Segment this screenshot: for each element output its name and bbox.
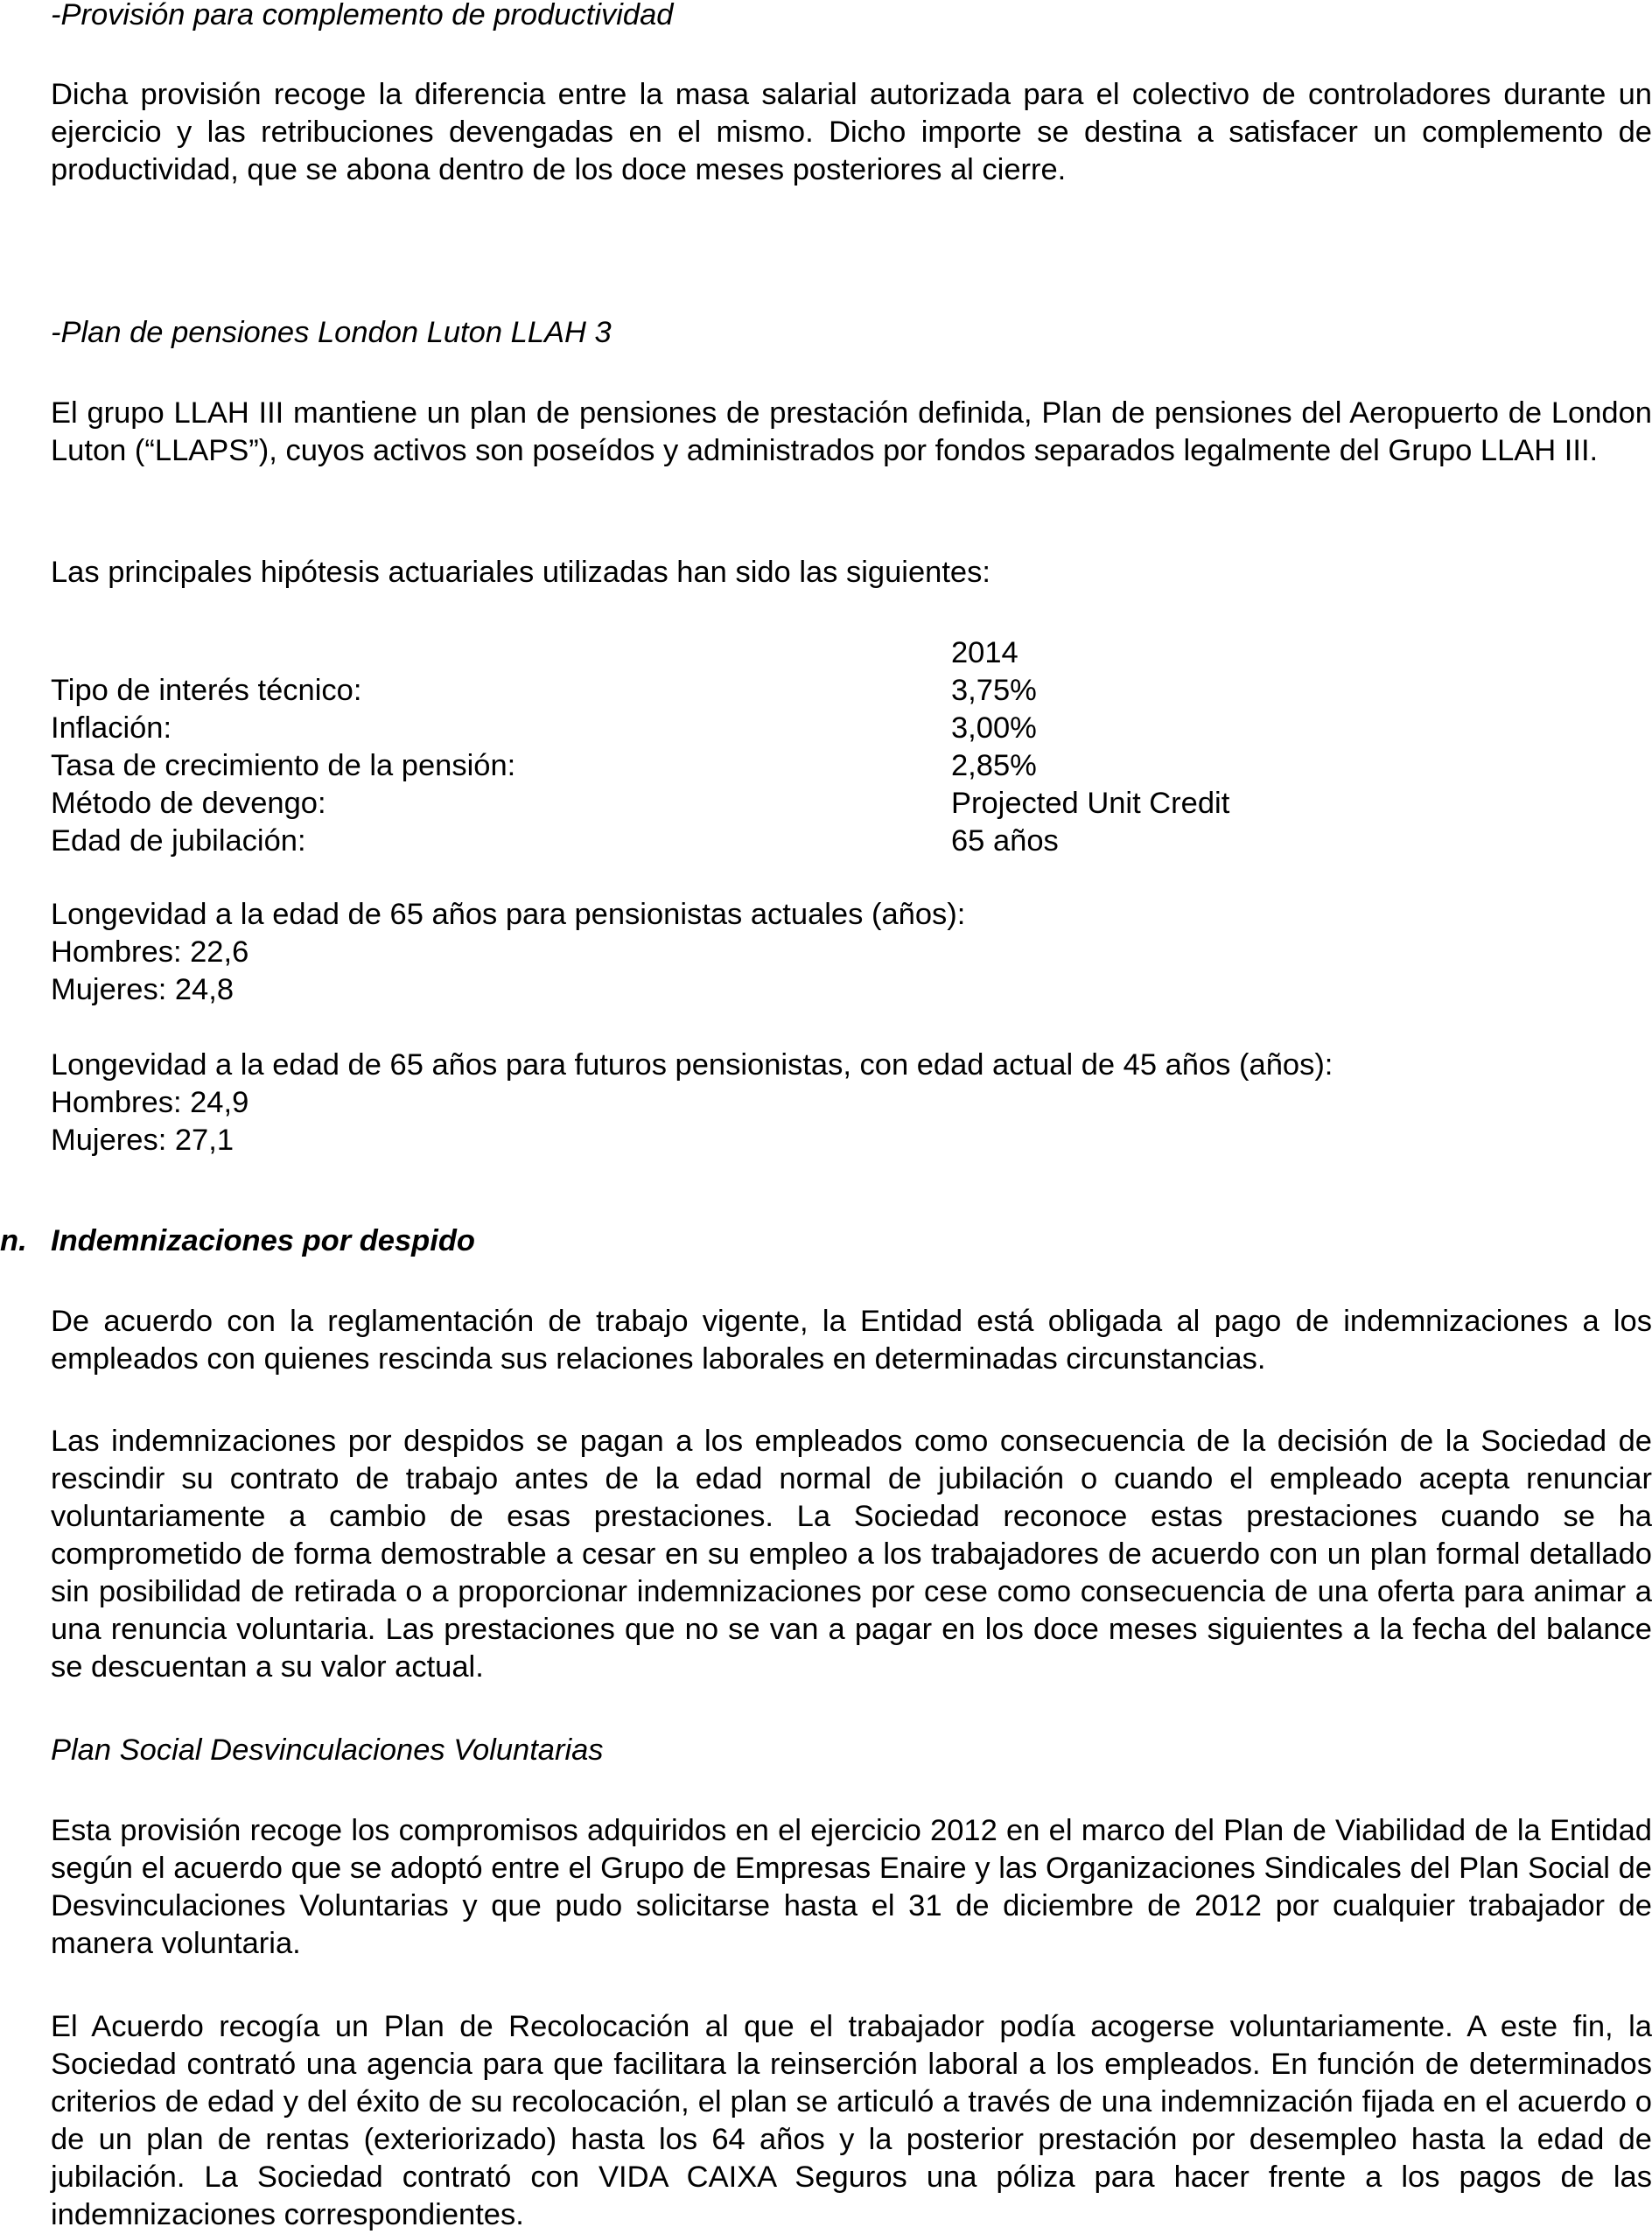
longevity-future-title: Longevidad a la edad de 65 años para futuros pensionistas, con edad actual de 45 años (años): bbox=[51, 1048, 1334, 1082]
hypothesis-value: 3,75% bbox=[951, 674, 1037, 707]
hypotheses-intro: Las principales hipótesis actuariales utilizadas han sido las siguientes: bbox=[51, 556, 990, 589]
hypotheses-row bbox=[51, 823, 1652, 860]
hypotheses-year-row bbox=[51, 634, 1652, 672]
social-plan-paragraph-2: El Acuerdo recogía un Plan de Recolocación al que el trabajador podía acogerse voluntariamente. A este fin, la Sociedad contrató una agencia para que facilitara la reinserción laboral a los empleados. En función de determinados criterios de edad y del éxito de su recolocación, el plan se articuló a través de una indemnización fijada en el acuerdo o de un plan de rentas (exteriorizado) hasta los 64 años y la posterior prestación por desempleo hasta la edad de jubilación. La Sociedad contrató con VIDA CAIXA Seguros una póliza para hacer frente a los pagos de las indemnizaciones correspondientes. bbox=[51, 2010, 1652, 2231]
hypotheses-row bbox=[51, 672, 1652, 710]
productivity-paragraph: Dicha provisión recoge la diferencia entre la masa salarial autorizada para el colectivo de controladores durante un ejercicio y las retribuciones devengadas en el mismo. Dicho importe se destina a satisfacer un complemento de productividad, que se abona dentro de los doce meses posteriores al cierre. bbox=[51, 78, 1652, 186]
hypothesis-label: Edad de jubilación: bbox=[51, 824, 306, 858]
hypotheses-row bbox=[51, 747, 1652, 785]
longevity-future-block bbox=[51, 1047, 1652, 1159]
productivity-heading: -Provisión para complemento de productividad bbox=[51, 0, 674, 32]
social-plan-subheading: Plan Social Desvinculaciones Voluntarias bbox=[51, 1733, 604, 1767]
severance-paragraph-1: De acuerdo con la reglamentación de trabajo vigente, la Entidad está obligada al pago de indemnizaciones a los empleados con quienes rescinda sus relaciones laborales en determinadas circunstancias. bbox=[51, 1305, 1652, 1376]
hypothesis-value: 2,85% bbox=[951, 749, 1037, 782]
section-letter: n. bbox=[0, 1224, 27, 1257]
hypothesis-label: Tasa de crecimiento de la pensión: bbox=[51, 749, 516, 782]
severance-paragraph-2: Las indemnizaciones por despidos se pagan a los empleados como consecuencia de la decisión de la Sociedad de rescindir su contrato de trabajo antes de la edad normal de jubilación o cuando el empleado acepta renunciar voluntariamente a cambio de esas prestaciones. La Sociedad reconoce estas prestaciones cuando se ha comprometido de forma demostrable a cesar en su empleo a los trabajadores de acuerdo con un plan formal detallado sin posibilidad de retirada o a proporcionar indemnizaciones por cese como consecuencia de una oferta para animar a una renuncia voluntaria. Las prestaciones que no se van a pagar en los doce meses siguientes a la fecha del balance se descuentan a su valor actual. bbox=[51, 1425, 1652, 1684]
pension-heading: -Plan de pensiones London Luton LLAH 3 bbox=[51, 316, 612, 349]
severance-heading: Indemnizaciones por despido bbox=[51, 1224, 475, 1257]
hypothesis-value: Projected Unit Credit bbox=[951, 787, 1230, 820]
hypothesis-value: 3,00% bbox=[951, 711, 1037, 745]
pension-paragraph: El grupo LLAH III mantiene un plan de pensiones de prestación definida, Plan de pensiones del Aeropuerto de London Luton (“LLAPS”), cuyos activos son poseídos y administrados por fondos separados legalmente del Grupo LLAH III. bbox=[51, 396, 1652, 467]
hypothesis-label: Inflación: bbox=[51, 711, 172, 745]
hypothesis-label: Tipo de interés técnico: bbox=[51, 674, 362, 707]
longevity-current-title: Longevidad a la edad de 65 años para pensionistas actuales (años): bbox=[51, 898, 966, 931]
social-plan-paragraph-1: Esta provisión recoge los compromisos adquiridos en el ejercicio 2012 en el marco del Plan de Viabilidad de la Entidad según el acuerdo que se adoptó entre el Grupo de Empresas Enaire y las Organizaciones Sindicales del Plan Social de Desvinculaciones Voluntarias y que pudo solicitarse hasta el 31 de diciembre de 2012 por cualquier trabajador de manera voluntaria. bbox=[51, 1814, 1652, 1960]
hypothesis-label: Método de devengo: bbox=[51, 787, 326, 820]
year-header: 2014 bbox=[951, 636, 1018, 669]
longevity-current-men: Hombres: 22,6 bbox=[51, 935, 249, 969]
longevity-current-women: Mujeres: 24,8 bbox=[51, 973, 234, 1006]
longevity-current-block bbox=[51, 896, 1652, 1009]
hypotheses-row bbox=[51, 785, 1652, 823]
longevity-future-women: Mujeres: 27,1 bbox=[51, 1124, 234, 1157]
hypotheses-row bbox=[51, 710, 1652, 747]
hypothesis-value: 65 años bbox=[951, 824, 1059, 858]
longevity-future-men: Hombres: 24,9 bbox=[51, 1086, 249, 1119]
